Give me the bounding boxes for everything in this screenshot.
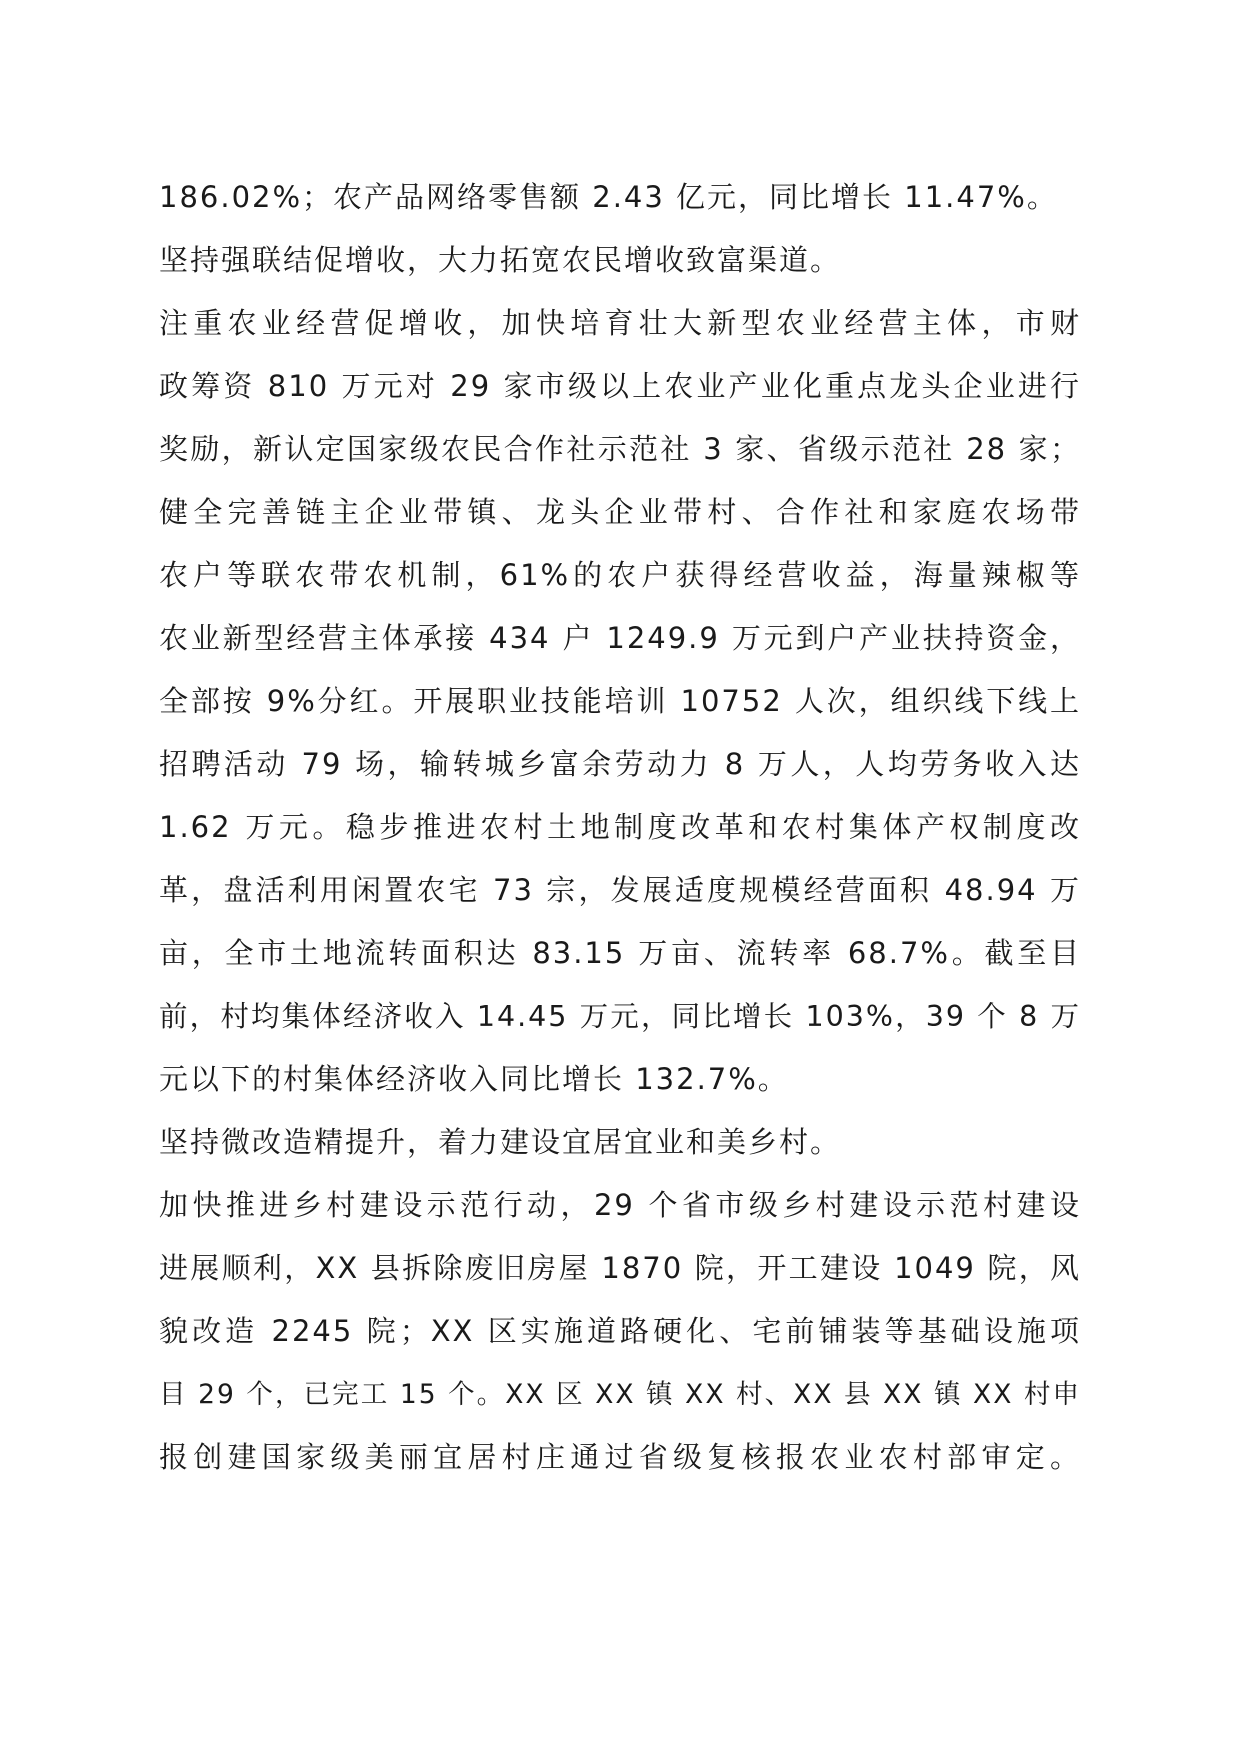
text-line: 革，盘活利用闲置农宅 73 宗，发展适度规模经营面积 48.94 万 xyxy=(159,873,1081,907)
text-line: 健全完善链主企业带镇、龙头企业带村、合作社和家庭农场带 xyxy=(159,495,1081,529)
text-line: 坚持微改造精提升，着力建设宜居宜业和美乡村。 xyxy=(159,1125,842,1159)
text-line: 186.02%；农产品网络零售额 2.43 亿元，同比增长 11.47%。 xyxy=(159,180,1058,214)
text-line: 进展顺利，XX 县拆除废旧房屋 1870 院，开工建设 1049 院，风 xyxy=(159,1251,1081,1285)
text-line: 亩，全市土地流转面积达 83.15 万亩、流转率 68.7%。截至目 xyxy=(159,936,1081,970)
text-line: 奖励，新认定国家级农民合作社示范社 3 家、省级示范社 28 家； xyxy=(159,432,1081,466)
text-line: 坚持强联结促增收，大力拓宽农民增收致富渠道。 xyxy=(159,243,842,277)
text-line: 农业新型经营主体承接 434 户 1249.9 万元到户产业扶持资金， xyxy=(159,621,1081,655)
text-line: 貌改造 2245 院；XX 区实施道路硬化、宅前铺装等基础设施项 xyxy=(159,1314,1081,1348)
text-line: 1.62 万元。稳步推进农村土地制度改革和农村集体产权制度改 xyxy=(159,810,1081,844)
text-line: 元以下的村集体经济收入同比增长 132.7%。 xyxy=(159,1062,789,1096)
text-line: 目 29 个，已完工 15 个。XX 区 XX 镇 XX 村、XX 县 XX 镇 XX 村申 xyxy=(159,1379,1081,1410)
text-line: 前，村均集体经济收入 14.45 万元，同比增长 103%，39 个 8 万 xyxy=(159,1000,1081,1033)
text-line: 农户等联农带农机制，61%的农户获得经营收益，海量辣椒等 xyxy=(159,558,1081,592)
text-line: 加快推进乡村建设示范行动，29 个省市级乡村建设示范村建设 xyxy=(159,1188,1081,1222)
text-line: 招聘活动 79 场，输转城乡富余劳动力 8 万人，人均劳务收入达 xyxy=(159,747,1081,781)
document-body xyxy=(159,166,1081,1489)
text-line: 报创建国家级美丽宜居村庄通过省级复核报农业农村部审定。 xyxy=(159,1440,1081,1474)
text-line: 全部按 9%分红。开展职业技能培训 10752 人次，组织线下线上 xyxy=(159,684,1081,718)
text-line: 注重农业经营促增收，加快培育壮大新型农业经营主体，市财 xyxy=(159,306,1081,340)
text-line: 政筹资 810 万元对 29 家市级以上农业产业化重点龙头企业进行 xyxy=(159,369,1081,403)
